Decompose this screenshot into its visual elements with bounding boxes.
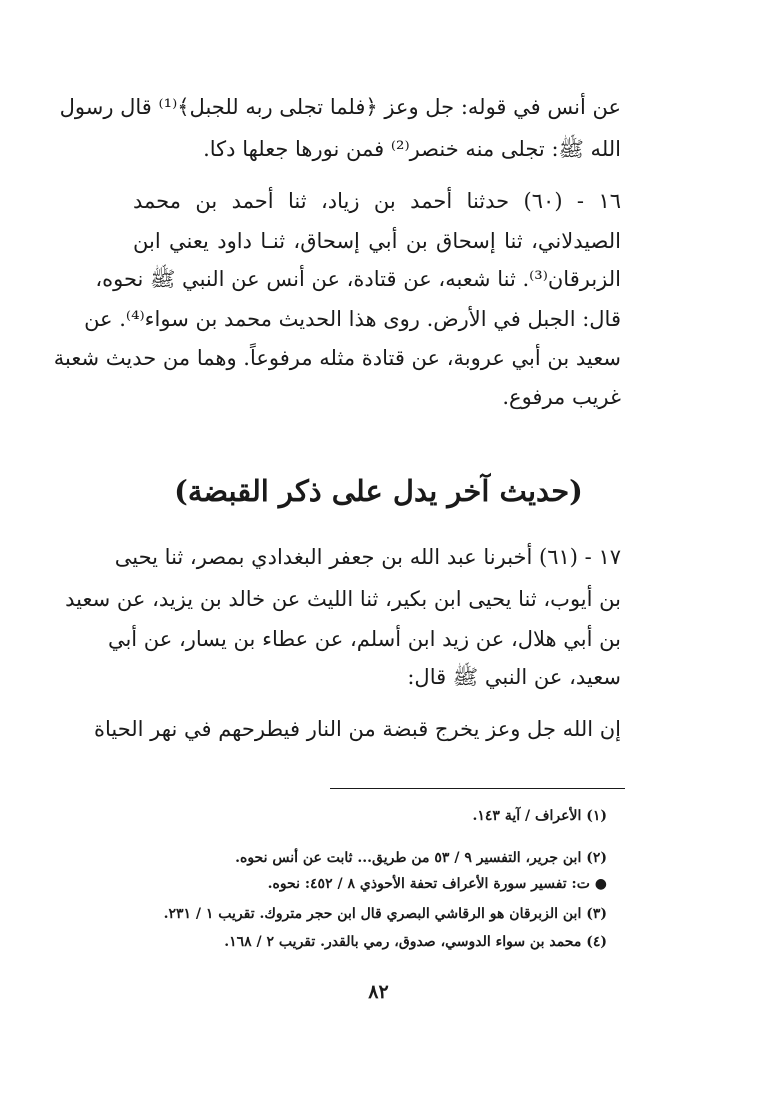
text-line: بن أبي هلال، عن زيد ابن أسلم، عن عطاء بن يسار، عن أبي (107, 627, 621, 651)
footnote: (١) الأعراف / آية ١٤٣. (472, 808, 607, 824)
text-line: سعيد، عن النبي ﷺ قال: (407, 665, 621, 689)
footnote: (٤) محمد بن سواء الدوسي، صدوق، رمي بالقدر. تقريب ٢ / ١٦٨. (224, 934, 607, 950)
text-line: قال: الجبل في الأرض. روى هذا الحديث محمد بن سواء⁽⁴⁾. عن (84, 307, 621, 331)
text-line: الله ﷺ: تجلى منه خنصر⁽²⁾ فمن نورها جعلها دكا. (203, 137, 621, 161)
text-line: سعيد بن أبي عروبة، عن قتادة مثله مرفوعاً. وهما من حديث شعبة (53, 346, 621, 370)
text-line: ١٧ - (٦١) أخبرنا عبد الله بن جعفر البغدادي بمصر، ثنا يحيى (114, 545, 621, 569)
text-line: إن الله جل وعز يخرج قبضة من النار فيطرحهم في نهر الحياة (93, 717, 621, 741)
footnote: ● ت: تفسير سورة الأعراف تحفة الأحوذي ٨ / ٤٥٢: نحوه. (267, 876, 607, 892)
footnote: (٣) ابن الزبرقان هو الرقاشي البصري قال ابن حجر متروك. تقريب ١ / ٢٣١. (163, 906, 607, 922)
text-line: الصيدلاني، ثنا إسحاق بن أبي إسحاق، ثنـا داود يعني ابن (133, 229, 621, 253)
footnote: (٢) ابن جرير، التفسير ٩ / ٥٣ من طريق... ثابت عن أنس نحوه. (235, 850, 607, 866)
text-line: الزبرقان⁽³⁾. ثنا شعبه، عن قتادة، عن أنس عن النبي ﷺ نحوه، (95, 267, 621, 291)
text-line: بن أيوب، ثنا يحيى ابن بكير، ثنا الليث عن خالد بن يزيد، عن سعيد (65, 587, 621, 611)
text-line: ١٦ - (٦٠) حدثنا أحمد بن زياد، ثنا أحمد بن محمد (133, 189, 621, 213)
page-number: ٨٢ (368, 981, 389, 1003)
section-heading: (حديث آخر يدل على ذكر القبضة) (174, 474, 583, 508)
text-line: غريب مرفوع. (502, 385, 621, 409)
footnote-divider (330, 788, 625, 789)
text-line: عن أنس في قوله: جل وعز ﴿فلما تجلى ربه للجبل﴾⁽¹⁾ قال رسول (59, 95, 621, 119)
